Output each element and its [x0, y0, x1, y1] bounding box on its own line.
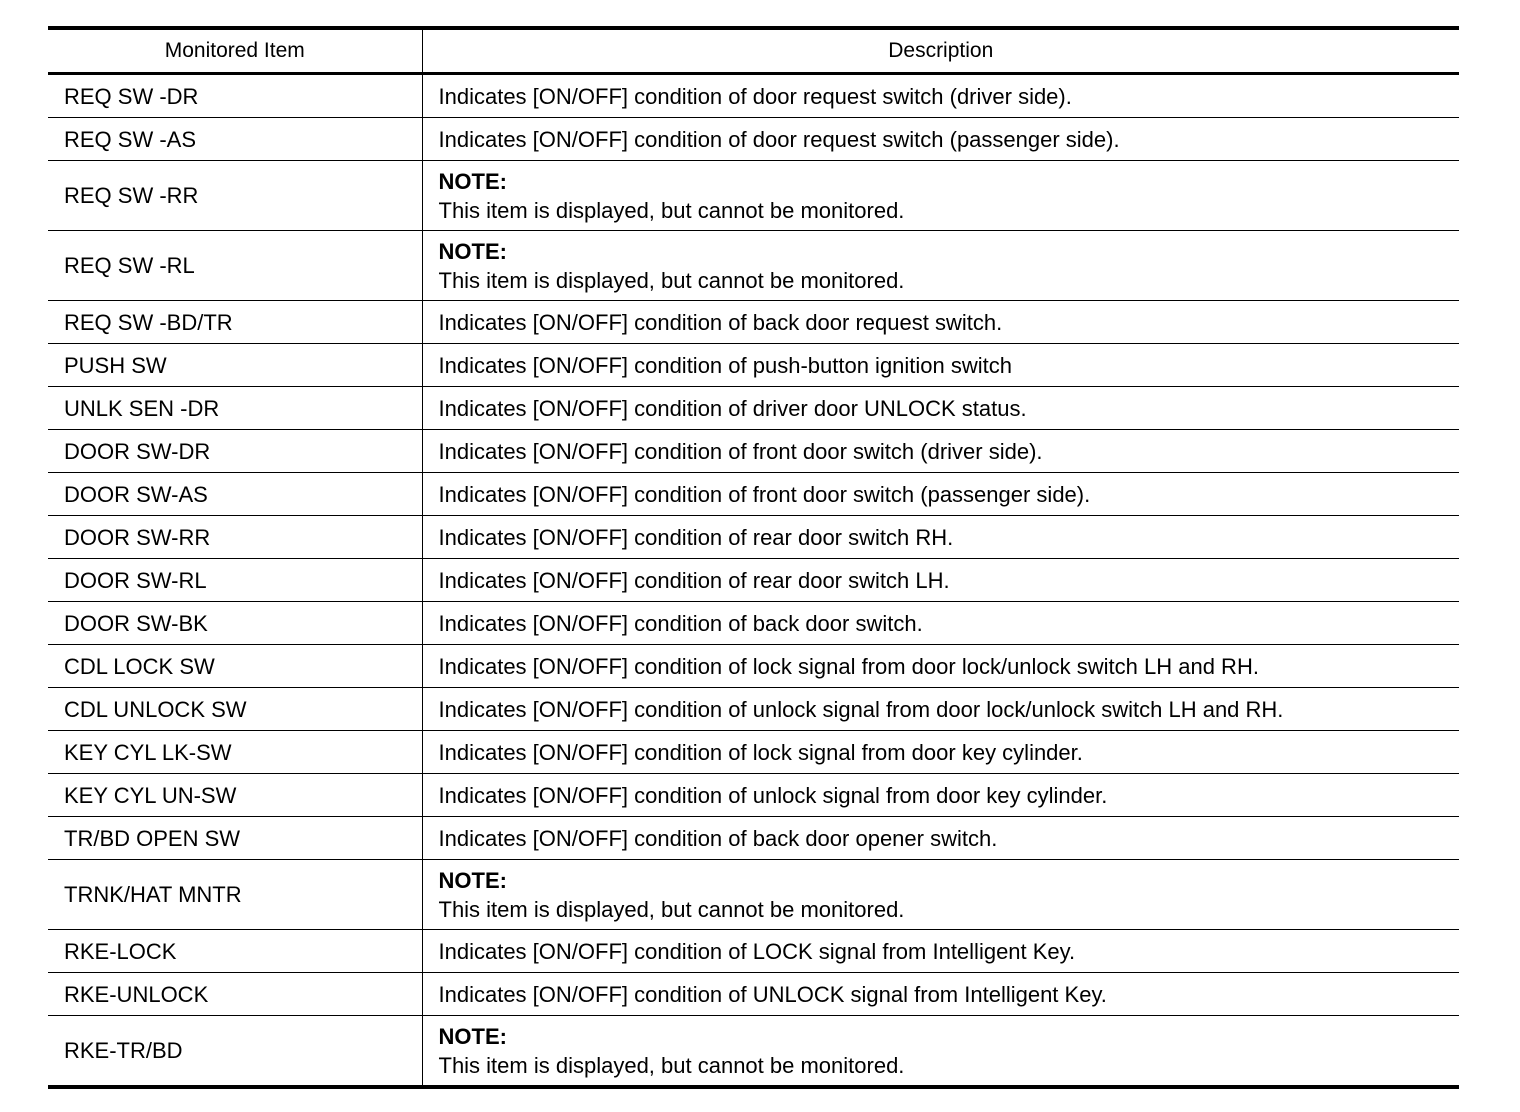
note-label: NOTE:: [438, 867, 507, 893]
table-header: [48, 28, 1459, 74]
description-cell: Indicates [ON/OFF] condition of back door switch.: [422, 602, 1459, 645]
table-row: [48, 118, 1459, 161]
description-cell: Indicates [ON/OFF] condition of lock signal from door lock/unlock switch LH and RH.: [422, 645, 1459, 688]
monitored-item-cell: REQ SW -BD/TR: [48, 301, 422, 344]
note-label: NOTE:: [438, 238, 507, 264]
table-row: [48, 930, 1459, 973]
description-cell: Indicates [ON/OFF] condition of LOCK signal from Intelligent Key.: [422, 930, 1459, 973]
table-row: [48, 559, 1459, 602]
description-cell: Indicates [ON/OFF] condition of back door opener switch.: [422, 817, 1459, 860]
table-row: [48, 161, 1459, 231]
header-description: Description: [422, 28, 1459, 74]
table-row: [48, 516, 1459, 559]
monitored-item-cell: TRNK/HAT MNTR: [48, 860, 422, 930]
monitored-item-cell: UNLK SEN -DR: [48, 387, 422, 430]
description-cell: Indicates [ON/OFF] condition of rear door switch LH.: [422, 559, 1459, 602]
monitored-item-cell: RKE-TR/BD: [48, 1016, 422, 1088]
note-text: This item is displayed, but cannot be monitored.: [438, 197, 905, 223]
table-row: [48, 473, 1459, 516]
monitored-item-cell: DOOR SW-AS: [48, 473, 422, 516]
description-cell: Indicates [ON/OFF] condition of UNLOCK signal from Intelligent Key.: [422, 973, 1459, 1016]
description-cell: Indicates [ON/OFF] condition of unlock signal from door lock/unlock switch LH and RH.: [422, 688, 1459, 731]
monitor-items-table-container: [48, 26, 1459, 1089]
monitored-item-cell: REQ SW -DR: [48, 74, 422, 118]
monitored-item-cell: DOOR SW-RL: [48, 559, 422, 602]
note-label: NOTE:: [438, 168, 507, 194]
monitored-item-cell: REQ SW -RL: [48, 231, 422, 301]
note-text: This item is displayed, but cannot be monitored.: [438, 1052, 905, 1078]
description-cell: Indicates [ON/OFF] condition of unlock signal from door key cylinder.: [422, 774, 1459, 817]
monitored-item-cell: DOOR SW-RR: [48, 516, 422, 559]
description-cell: Indicates [ON/OFF] condition of driver door UNLOCK status.: [422, 387, 1459, 430]
description-cell: Indicates [ON/OFF] condition of lock signal from door key cylinder.: [422, 731, 1459, 774]
description-cell: [422, 161, 1459, 231]
table-row: [48, 74, 1459, 118]
table-row: [48, 973, 1459, 1016]
description-cell: Indicates [ON/OFF] condition of door request switch (passenger side).: [422, 118, 1459, 161]
monitored-item-cell: TR/BD OPEN SW: [48, 817, 422, 860]
description-cell: Indicates [ON/OFF] condition of push-button ignition switch: [422, 344, 1459, 387]
table-row: [48, 1016, 1459, 1088]
monitored-item-cell: CDL LOCK SW: [48, 645, 422, 688]
table-row: [48, 774, 1459, 817]
monitored-item-cell: KEY CYL LK-SW: [48, 731, 422, 774]
note-text: This item is displayed, but cannot be monitored.: [438, 267, 905, 293]
monitored-item-cell: REQ SW -RR: [48, 161, 422, 231]
table-row: [48, 344, 1459, 387]
header-row: [48, 28, 1459, 74]
monitor-items-table: [48, 26, 1459, 1089]
description-cell: Indicates [ON/OFF] condition of door request switch (driver side).: [422, 74, 1459, 118]
table-row: [48, 387, 1459, 430]
table-row: [48, 731, 1459, 774]
description-cell: Indicates [ON/OFF] condition of front door switch (driver side).: [422, 430, 1459, 473]
table-row: [48, 860, 1459, 930]
monitored-item-cell: RKE-UNLOCK: [48, 973, 422, 1016]
description-cell: Indicates [ON/OFF] condition of rear door switch RH.: [422, 516, 1459, 559]
table-row: [48, 645, 1459, 688]
description-cell: [422, 860, 1459, 930]
table-row: [48, 301, 1459, 344]
monitored-item-cell: REQ SW -AS: [48, 118, 422, 161]
note-text: This item is displayed, but cannot be monitored.: [438, 896, 905, 922]
table-row: [48, 602, 1459, 645]
description-cell: [422, 1016, 1459, 1088]
table-body: [48, 74, 1459, 1088]
monitored-item-cell: RKE-LOCK: [48, 930, 422, 973]
description-cell: [422, 231, 1459, 301]
description-cell: Indicates [ON/OFF] condition of front door switch (passenger side).: [422, 473, 1459, 516]
note-label: NOTE:: [438, 1023, 507, 1049]
table-row: [48, 430, 1459, 473]
monitored-item-cell: KEY CYL UN-SW: [48, 774, 422, 817]
monitored-item-cell: DOOR SW-DR: [48, 430, 422, 473]
monitored-item-cell: CDL UNLOCK SW: [48, 688, 422, 731]
table-row: [48, 688, 1459, 731]
table-row: [48, 817, 1459, 860]
table-row: [48, 231, 1459, 301]
monitored-item-cell: PUSH SW: [48, 344, 422, 387]
monitored-item-cell: DOOR SW-BK: [48, 602, 422, 645]
header-monitored-item: Monitored Item: [48, 28, 422, 74]
description-cell: Indicates [ON/OFF] condition of back door request switch.: [422, 301, 1459, 344]
